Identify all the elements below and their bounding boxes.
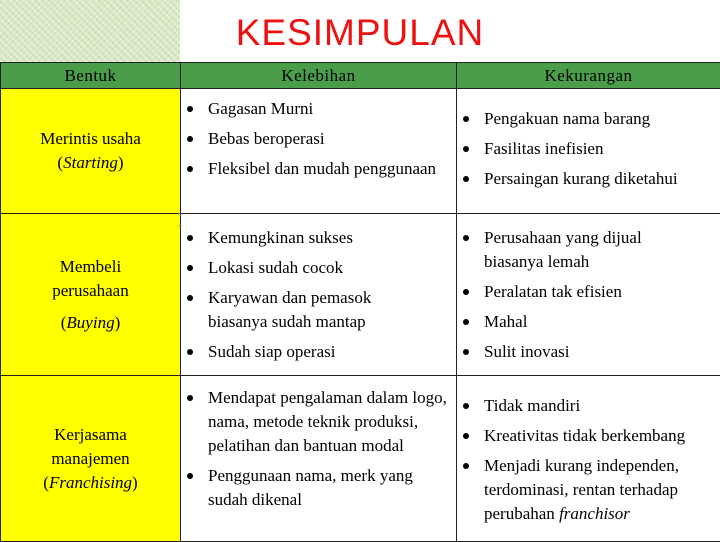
bentuk-label: Merintis usaha	[1, 127, 180, 151]
kekurangan-cell	[457, 214, 720, 376]
bentuk-english: (Buying)	[1, 311, 180, 335]
list-item: Kemungkinan sukses	[181, 226, 456, 250]
list-item: Perusahaan yang dijual biasanya lemah	[457, 226, 720, 274]
bentuk-label: Membeli perusahaan	[36, 255, 146, 303]
bentuk-cell	[1, 214, 181, 376]
list-item: Bebas beroperasi	[181, 127, 456, 151]
bentuk-cell	[1, 376, 181, 542]
list-item: Fleksibel dan mudah penggunaan	[181, 157, 456, 181]
header-bentuk: Bentuk	[1, 63, 181, 89]
list-item: Peralatan tak efisien	[457, 280, 720, 304]
list-item: Sulit inovasi	[457, 340, 720, 364]
bentuk-english: (Starting)	[1, 151, 180, 175]
list-item: Persaingan kurang diketahui	[457, 167, 720, 191]
kekurangan-cell	[457, 376, 720, 542]
list-item: Fasilitas inefisien	[457, 137, 720, 161]
kelebihan-cell	[181, 214, 457, 376]
table-header-row	[1, 63, 720, 89]
decorative-dots: ° °	[178, 212, 190, 222]
bentuk-english: (Franchising)	[1, 471, 180, 495]
list-item: Sudah siap operasi	[181, 340, 456, 364]
header-kekurangan: Kekurangan	[457, 63, 720, 89]
list-item: Tidak mandiri	[457, 394, 720, 418]
table-row	[1, 376, 720, 542]
list-item: Mahal	[457, 310, 720, 334]
bentuk-cell	[1, 89, 181, 214]
list-item	[457, 454, 720, 526]
bentuk-italic: Buying	[66, 313, 114, 332]
franchisor-term: franchisor	[559, 504, 630, 523]
list-item-text: Menjadi kurang independen, terdominasi, rentan terhadap perubahan	[484, 456, 679, 523]
table-row	[1, 89, 720, 214]
list-item: Lokasi sudah cocok	[181, 256, 456, 280]
page-title: KESIMPULAN	[0, 12, 720, 54]
bentuk-label: Kerjasama manajemen	[36, 423, 146, 471]
bentuk-italic: Starting	[63, 153, 118, 172]
comparison-table	[0, 62, 720, 542]
kelebihan-cell	[181, 376, 457, 542]
list-item: Gagasan Murni	[181, 97, 456, 121]
list-item: Penggunaan nama, merk yang sudah dikenal	[181, 464, 456, 512]
kelebihan-cell	[181, 89, 457, 214]
kekurangan-cell	[457, 89, 720, 214]
list-item: Mendapat pengalaman dalam logo, nama, metode teknik produksi, pelatihan dan bantuan modal	[181, 386, 456, 458]
list-item: Kreativitas tidak berkembang	[457, 424, 720, 448]
list-item: Pengakuan nama barang	[457, 107, 720, 131]
bentuk-italic: Franchising	[49, 473, 132, 492]
list-item: Karyawan dan pemasok biasanya sudah mantap	[181, 286, 456, 334]
table-row	[1, 214, 720, 376]
header-kelebihan: Kelebihan	[181, 63, 457, 89]
